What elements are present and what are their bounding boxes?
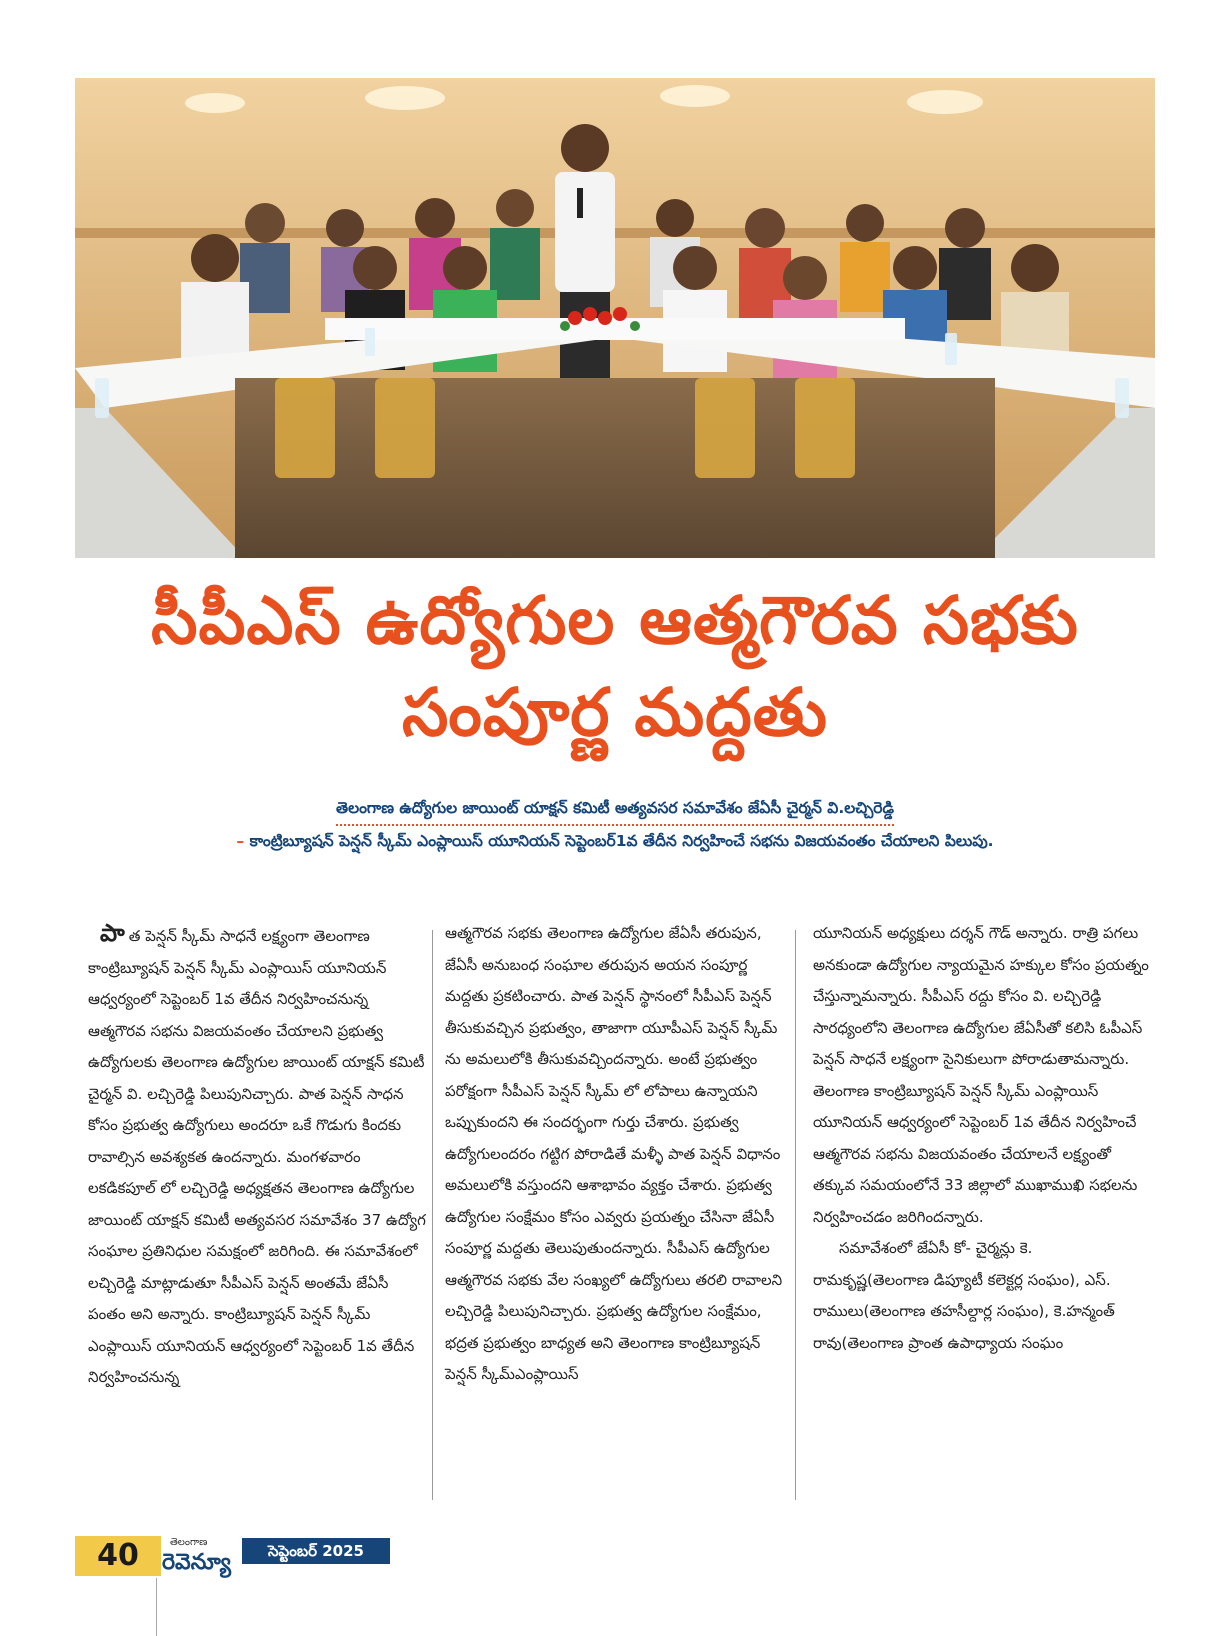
magazine-name: రెవెన్యూ (162, 1550, 231, 1575)
issue-date: సెప్టెంబర్ 2025 (242, 1538, 390, 1564)
article-column-3-text-b: సమావేశంలో జేఏసీ కో- చైర్మన్లు కె. రామకృష్ణ(తెలంగాణ డిప్యూటీ కలెక్టర్ల సంఘం), ఎస్. రాములు(తెలంగాణ తహసీల్దార్ల సంఘం), కె.హన్మంత్ రావు(తెలంగాణ ప్రాంత ఉపాధ్యాయ సంఘం (813, 1239, 1115, 1352)
meeting-photo-illustration (75, 78, 1155, 558)
headline (40, 575, 1190, 759)
footer-divider (156, 1578, 157, 1636)
article-body (88, 918, 1149, 1518)
column-divider (432, 930, 433, 1500)
subheadline-line-2: కాంట్రిబ్యూషన్ పెన్షన్ స్కీమ్ ఎంప్లాయిస్ యూనియన్ సెప్టెంబర్1వ తేదీన నిర్వహించే సభను విజయవంతం చేయాలని పిలుపు. (249, 832, 994, 850)
magazine-tagline: తెలంగాణ (170, 1537, 208, 1548)
magazine-footer (162, 1536, 392, 1576)
column-divider (795, 930, 796, 1500)
subheadline (60, 793, 1170, 856)
subheadline-dash: – (236, 832, 245, 850)
dropcap: పా (100, 919, 125, 947)
article-column-2 (445, 918, 783, 1391)
article-column-3 (813, 918, 1151, 1359)
meeting-photo (75, 78, 1155, 558)
article-column-3-text-a: యూనియన్ అధ్యక్షులు దర్శన్ గౌడ్ అన్నారు. రాత్రి పగలు అనకుండా ఉద్యోగుల న్యాయమైన హక్కుల కోసం ప్రయత్నం చేస్తున్నామన్నారు. సీపీఎస్ రద్దు కోసం వి. లచ్చిరెడ్డి సారధ్యంలోని తెలంగాణ ఉద్యోగుల జేఏసీతో కలిసి ఓపీఎస్ పెన్షన్ సాధనే లక్ష్యంగా సైనికులుగా పోరాడుతామన్నారు. తెలంగాణ కాంట్రిబ్యూషన్ పెన్షన్ స్కీమ్ ఎంప్లాయిస్ యూనియన్ ఆధ్వర్యంలో సెప్టెంబర్ 1వ తేదీన నిర్వహించే ఆత్మగౌరవ సభను విజయవంతం చేయాలనే లక్ష్యంతో తక్కువ సమయంలోనే 33 జిల్లాలో ముఖాముఖి సభలను నిర్వహించడం జరిగిందన్నారు. (813, 924, 1149, 1226)
subheadline-line-2-wrap (60, 826, 1170, 856)
headline-line-2: సంపూర్ణ మద్దతు (402, 674, 828, 751)
page-number: 40 (75, 1536, 161, 1576)
article-column-1-text: త పెన్షన్ స్కీమ్ సాధనే లక్ష్యంగా తెలంగాణ కాంట్రిబ్యూషన్ పెన్షన్ స్కీమ్ ఎంప్లాయిస్ యూనియన్ ఆధ్వర్యంలో సెప్టెంబర్ 1వ తేదీన నిర్వహించనున్న ఆత్మగౌరవ సభను విజయవంతం చేయాలని ప్రభుత్వ ఉద్యోగులకు తెలంగాణ ఉద్యోగుల జాయింట్ యాక్షన్ కమిటీ చైర్మన్ వి. లచ్చిరెడ్డి పిలుపునిచ్చారు. పాత పెన్షన్ సాధన కోసం ప్రభుత్వ ఉద్యోగులు అందరూ ఒకే గొడుగు కిందకు రావాల్సిన అవశ్యకత ఉందన్నారు. మంగళవారం లకడికపూల్ లో లచ్చిరెడ్డి అధ్యక్షతన తెలంగాణ ఉద్యోగుల జాయింట్ యాక్షన్ కమిటీ అత్యవసర సమావేశం 37 ఉద్యోగ సంఘాల ప్రతినిధుల సమక్షంలో జరిగింది. ఈ సమావేశంలో లచ్చిరెడ్డి మాట్లాడుతూ సీపీఎస్ పెన్షన్ అంతమే జేఏసీ పంతం అని అన్నారు. కాంట్రిబ్యూషన్ పెన్షన్ స్కీమ్ ఎంప్లాయిస్ యూనియన్ ఆధ్వర్యంలో సెప్టెంబర్ 1వ తేదీన నిర్వహించనున్న (88, 927, 426, 1386)
article-column-2-text: ఆత్మగౌరవ సభకు తెలంగాణ ఉద్యోగుల జేఏసీ తరుపున, జేఏసీ అనుబంధ సంఘాల తరుపున అయన సంపూర్ణ మద్దతు ప్రకటించారు. పాత పెన్షన్ స్థానంలో సీపీఎస్ పెన్షన్ తీసుకువచ్చిన ప్రభుత్వం, తాజాగా యూపీఎస్ పెన్షన్ స్కీమ్ ను అమలులోకి తీసుకువచ్చిందన్నారు. అంటే ప్రభుత్వం పరోక్షంగా సీపీఎస్ పెన్షన్ స్కీమ్ లో లోపాలు ఉన్నాయని ఒప్పుకుందని ఈ సందర్భంగా గుర్తు చేశారు. ప్రభుత్వ ఉద్యోగులందరం గట్టిగ పోరాడితే మళ్ళీ పాత పెన్షన్ విధానం అమలులోకి వస్తుందని ఆశాభావం వ్యక్తం చేశారు. ప్రభుత్వ ఉద్యోగుల సంక్షేమం కోసం ఎవ్వరు ప్రయత్నం చేసినా జేఏసీ సంపూర్ణ మద్దతు తెలుపుతుందన్నారు. సీపీఎస్ ఉద్యోగుల ఆత్మగౌరవ సభకు వేల సంఖ్యలో ఉద్యోగులు తరలి రావాలని లచ్చిరెడ్డి పిలుపునిచ్చారు. ప్రభుత్వ ఉద్యోగుల సంక్షేమం, భద్రత ప్రభుత్వం బాధ్యత అని తెలంగాణ కాంట్రిబ్యూషన్ పెన్షన్ స్కీమ్ఎంప్లాయిస్ (445, 924, 783, 1383)
subheadline-line-1: తెలంగాణ ఉద్యోగుల జాయింట్ యాక్షన్ కమిటీ అత్యవసర సమావేశం జేఏసీ చైర్మన్ వి.లచ్చిరెడ్డి (336, 793, 894, 826)
article-column-1 (88, 918, 426, 1394)
headline-line-1: సీపీఎస్ ఉద్యోగుల ఆత్మగౌరవ సభకు (151, 582, 1079, 659)
